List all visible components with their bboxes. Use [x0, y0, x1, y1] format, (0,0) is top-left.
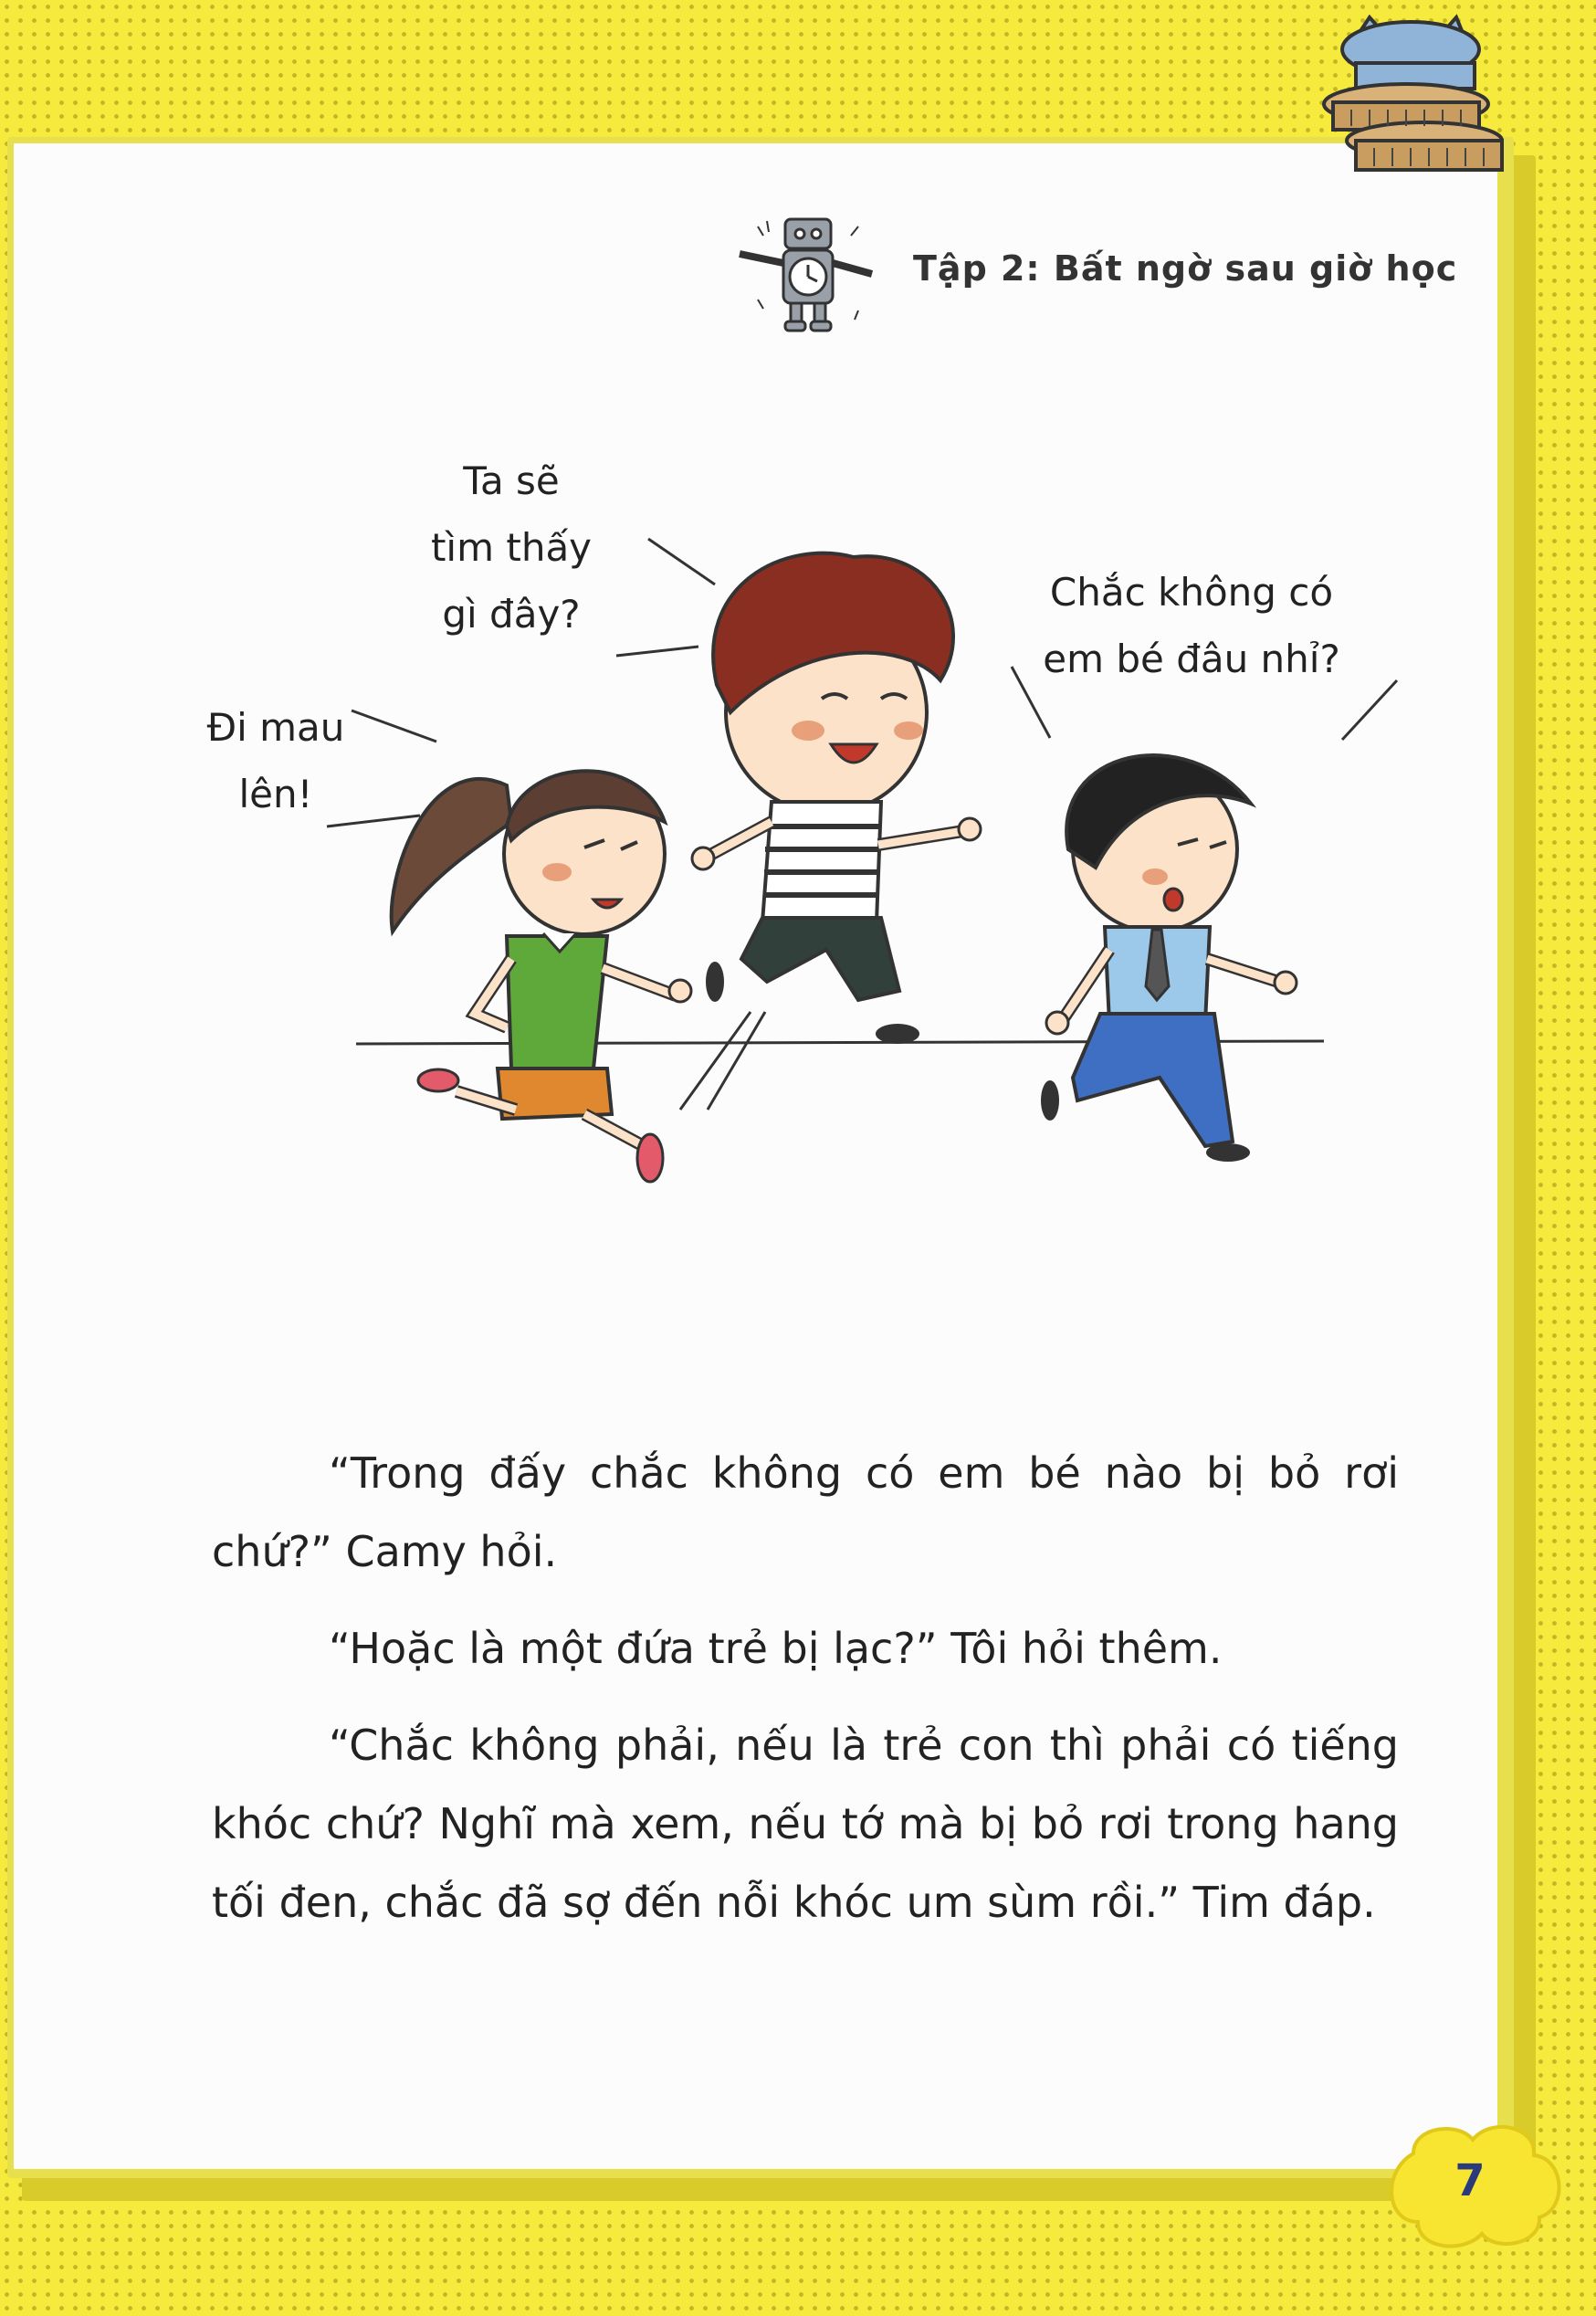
story-paragraph: “Trong đấy chắc không có em bé nào bị bỏ rơi chứ?” Camy hỏi.: [212, 1448, 1399, 1576]
speech-curly-boy: [420, 447, 603, 647]
speech-line: gì đây?: [442, 592, 581, 637]
story-paragraph: “Hoặc là một đứa trẻ bị lạc?” Tôi hỏi thêm.: [329, 1624, 1223, 1673]
chapter-title: Tập 2: Bất ngờ sau giờ học: [913, 248, 1458, 289]
speech-line: tìm thấy: [430, 525, 593, 570]
speech-boy-tie: [1036, 559, 1347, 692]
speech-line: Ta sẽ: [463, 458, 560, 503]
girl-character: [392, 771, 691, 1182]
speech-line: Chắc không có: [1049, 570, 1334, 615]
speech-line: lên!: [238, 772, 313, 816]
page-number: 7: [1454, 2155, 1486, 2206]
curly-boy-character: [692, 553, 981, 1044]
story-paragraph: “Chắc không phải, nếu là trẻ con thì phải có tiếng khóc chứ? Nghĩ mà xem, nếu tớ mà bị bỏ rơi trong hang tối đen, chắc đã sợ đến nỗi khóc um sùm rồi.” Tim đáp.: [212, 1721, 1399, 1927]
boy-tie-character: [1041, 755, 1297, 1162]
speech-line: em bé đâu nhỉ?: [1043, 637, 1340, 681]
story-text: [212, 1434, 1399, 1960]
speech-girl: [203, 694, 349, 827]
speech-line: Đi mau: [206, 705, 345, 750]
